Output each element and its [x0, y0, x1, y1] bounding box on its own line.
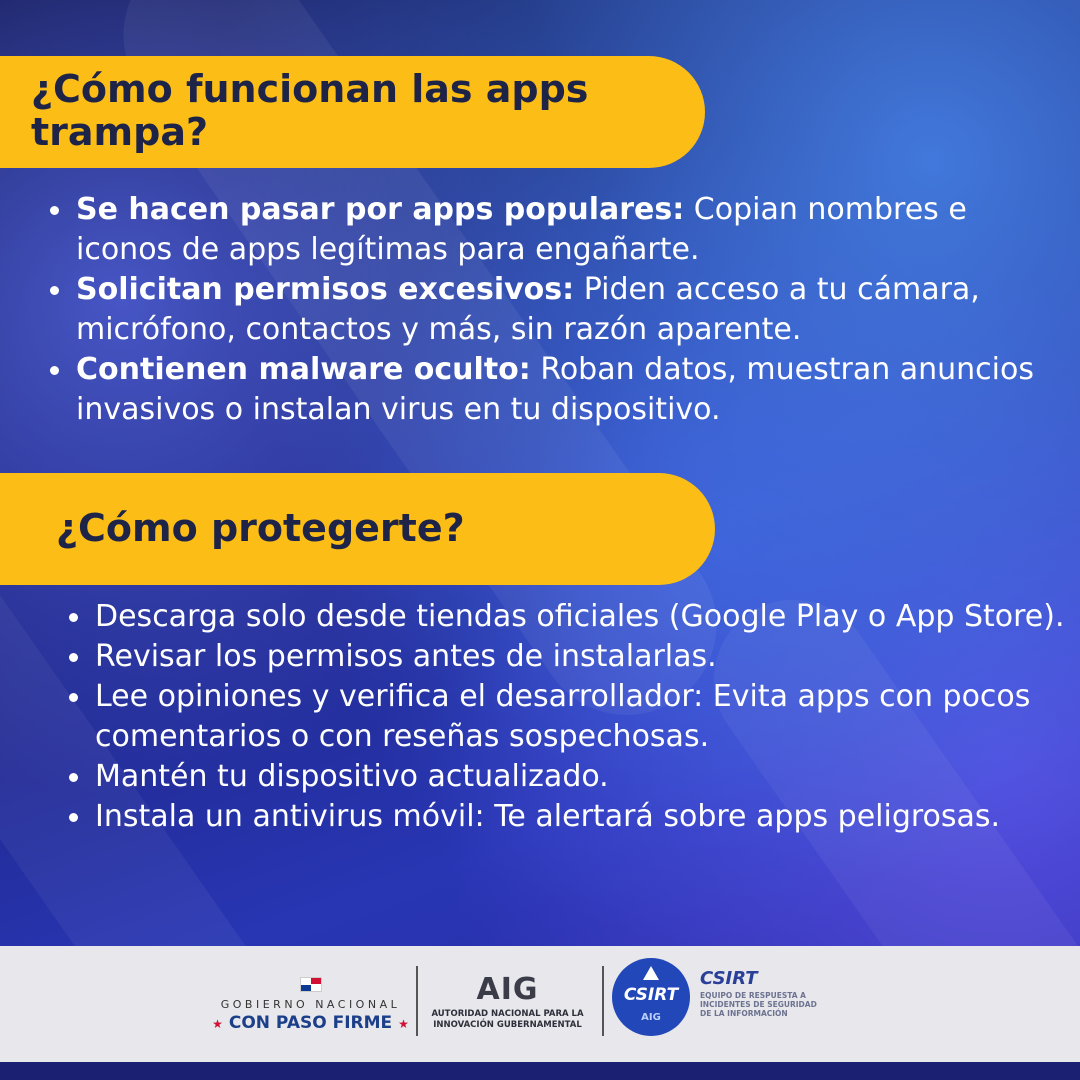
footer-divider — [416, 966, 418, 1036]
footer-divider — [602, 966, 604, 1036]
csirt-title: CSIRT — [700, 968, 758, 989]
section1-list — [76, 190, 1056, 430]
list-item — [95, 797, 1070, 837]
list-item — [95, 757, 1070, 797]
list-item-text: Piden acceso a tu cámara, micrófono, contactos y más, sin razón aparente. — [76, 272, 980, 347]
bullet-icon — [69, 613, 78, 622]
list-item-bold: Solicitan permisos excesivos: — [76, 272, 575, 307]
list-item-text: Descarga solo desde tiendas oficiales (Google Play o App Store). — [95, 599, 1065, 634]
section1-title: ¿Cómo funcionan las apps trampa? — [31, 67, 589, 154]
bullet-icon — [50, 286, 59, 295]
aig-logo — [425, 972, 590, 1031]
csirt-badge-logo — [612, 958, 690, 1036]
csirt-badge-text: CSIRT — [623, 985, 679, 1005]
bullet-icon — [69, 693, 78, 702]
list-item-text: Copian nombres e iconos de apps legítimas para engañarte. — [76, 192, 967, 267]
aig-subtitle: AUTORIDAD NACIONAL PARA LA INNOVACIÓN GUBERNAMENTAL — [431, 1009, 584, 1030]
list-item — [95, 597, 1070, 637]
section2-list — [95, 597, 1070, 837]
gobierno-nacional-logo — [208, 977, 413, 1033]
section2-title-banner — [0, 473, 715, 585]
con-paso-firme-wrap — [208, 1013, 413, 1033]
section1-title-banner — [0, 56, 705, 168]
list-item — [76, 350, 1056, 430]
panama-flag-icon — [300, 977, 322, 992]
list-item-text: Roban datos, muestran anuncios invasivos o instalan virus en tu dispositivo. — [76, 352, 1034, 427]
bullet-icon — [69, 813, 78, 822]
csirt-text-logo — [700, 968, 820, 1018]
star-icon: ★ — [212, 1017, 223, 1031]
list-item-bold: Contienen malware oculto: — [76, 352, 531, 387]
bullet-icon — [50, 206, 59, 215]
list-item — [95, 637, 1070, 677]
star-icon: ★ — [398, 1017, 409, 1031]
list-item — [76, 270, 1056, 350]
bullet-icon — [69, 773, 78, 782]
list-item — [95, 677, 1070, 757]
list-item-text: Mantén tu dispositivo actualizado. — [95, 759, 609, 794]
csirt-badge-sub: AIG — [641, 1012, 661, 1023]
gobierno-label: GOBIERNO NACIONAL — [220, 998, 401, 1011]
aig-logo-text: AIG — [476, 972, 539, 1007]
con-paso-firme-label: CON PASO FIRME — [228, 1013, 393, 1033]
bullet-icon — [69, 653, 78, 662]
list-item-text: Instala un antivirus móvil: Te alertará sobre apps peligrosas. — [95, 799, 1001, 834]
list-item-bold: Se hacen pasar por apps populares: — [76, 192, 685, 227]
bullet-icon — [50, 366, 59, 375]
section2-title: ¿Cómo protegerte? — [56, 506, 465, 550]
csirt-subtitle: EQUIPO DE RESPUESTA A INCIDENTES DE SEGURIDAD DE LA INFORMACIÓN — [700, 991, 817, 1018]
shield-icon — [643, 966, 659, 980]
list-item-text: Revisar los permisos antes de instalarlas. — [95, 639, 717, 674]
list-item-text: Lee opiniones y verifica el desarrollador: Evita apps con pocos comentarios o con reseñas sospechosas. — [95, 679, 1031, 754]
footer-strip — [0, 1062, 1080, 1080]
list-item — [76, 190, 1056, 270]
